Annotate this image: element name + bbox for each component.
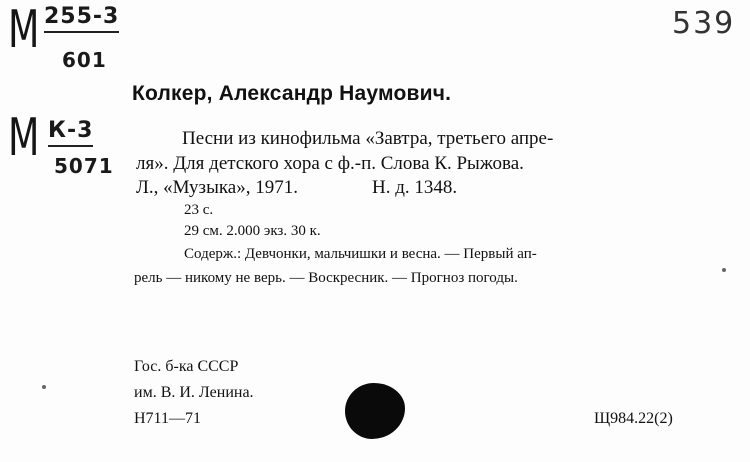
author-heading: Колкер, Александр Наумович.: [132, 82, 452, 105]
call-letter-top: М: [8, 0, 40, 60]
call-sub-mid: 5071: [54, 154, 114, 178]
classification-index: Щ984.22(2): [594, 410, 673, 427]
speck: [722, 268, 726, 272]
title-line-1: Песни из кинофильма «Завтра, третьего апре-: [182, 128, 554, 149]
library-line-3: Н711—71: [134, 410, 201, 427]
call-sub-top: 601: [62, 48, 107, 72]
plate-number: Н. д. 1348.: [372, 177, 458, 198]
call-code-mid: К-3: [48, 118, 93, 147]
pages: 23 с.: [184, 202, 214, 218]
contents-line-1: Содерж.: Девчонки, мальчишки и весна. — Первый ап-: [184, 246, 537, 262]
format-edition: 29 см. 2.000 экз. 30 к.: [184, 223, 321, 239]
punch-hole: [345, 383, 405, 439]
library-line-2: им. В. И. Ленина.: [134, 384, 254, 401]
library-line-1: Гос. б-ка СССР: [134, 358, 239, 375]
call-letter-mid: М: [8, 108, 40, 168]
contents-line-2: рель — никому не верь. — Воскресник. — Прогноз погоды.: [134, 270, 518, 286]
corner-number: 539: [672, 6, 736, 41]
imprint: Л., «Музыка», 1971.: [136, 177, 298, 198]
call-code-top: 255-3: [44, 4, 119, 33]
title-line-2: ля». Для детского хора с ф.-п. Слова К. Рыжова.: [136, 153, 524, 174]
speck: [42, 385, 46, 389]
